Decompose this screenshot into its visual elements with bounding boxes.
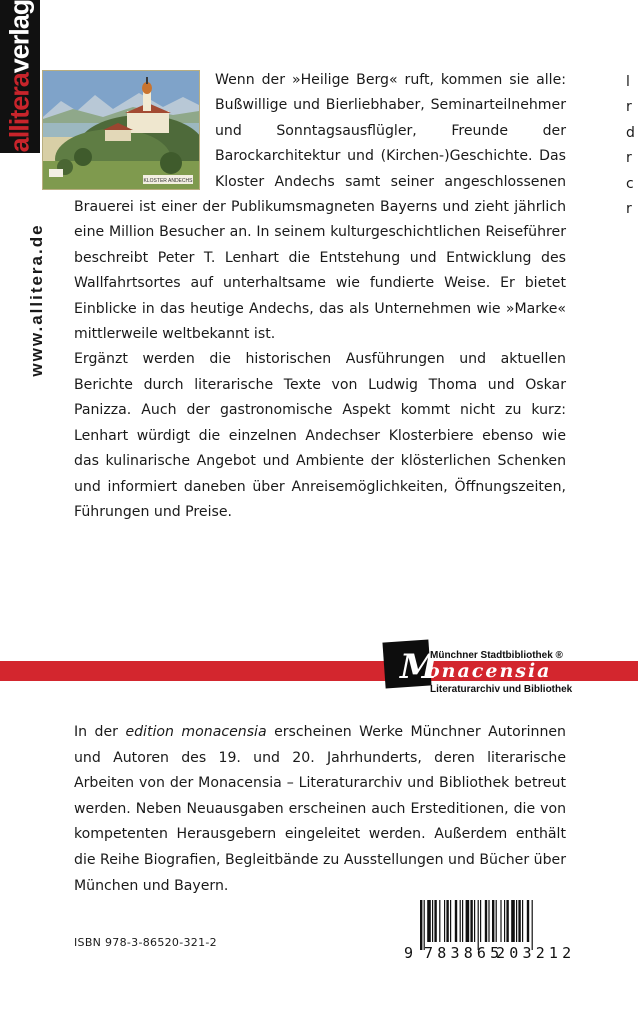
barcode-bar	[485, 900, 487, 942]
barcode-bar	[504, 900, 505, 942]
barcode-bar	[427, 900, 431, 942]
barcode-bar	[439, 900, 440, 942]
barcode-bars	[420, 900, 566, 950]
isbn: ISBN 978-3-86520-321-2	[74, 936, 217, 949]
barcode-bar	[480, 900, 481, 942]
publisher-logo	[0, 0, 40, 153]
barcode-left-digits: 783865	[424, 944, 504, 962]
edge-cutoff-letters: l r d r c r	[626, 74, 635, 218]
barcode-bar	[474, 900, 475, 942]
barcode-bar	[488, 900, 489, 942]
barcode-bar	[516, 900, 517, 942]
barcode-bar	[450, 900, 451, 942]
barcode	[404, 896, 576, 966]
barcode-bar	[500, 900, 501, 942]
blurb-paragraph-2: Ergänzt werden die historischen Ausführungen und aktuellen Berichte durch literarische Texte von Ludwig Thoma und Oskar Panizza. Auch der gastronomische Aspekt kommt nicht zu kurz: Lenhart würdigt die einzelnen Andechser Klosterbiere ebenso wie das kulinarische Angebot und Ambiente der klösterlichen Schenken und informiert daneben über Anreisemöglichkeiten, Öffnungszeiten, Führungen und Preise.	[74, 351, 566, 520]
barcode-bar	[444, 900, 445, 942]
monacensia-initial: M	[400, 647, 438, 687]
barcode-bar	[434, 900, 436, 942]
barcode-bar	[496, 900, 497, 942]
barcode-bar	[518, 900, 520, 942]
barcode-bar	[466, 900, 470, 942]
painting-caption: KLOSTER ANDECHS	[143, 178, 193, 184]
barcode-bar	[470, 900, 472, 942]
barcode-bar	[511, 900, 515, 942]
barcode-bar	[532, 900, 533, 950]
barcode-bar	[492, 900, 494, 942]
barcode-first-digit: 9	[404, 944, 414, 962]
blurb-text	[74, 68, 566, 525]
barcode-bar	[527, 900, 529, 942]
barcode-bar	[478, 900, 479, 950]
edition-description: In der edition monacensia erscheinen Werke Münchner Autorinnen und Autoren des 19. und 20. Jahrhunderts, deren literarische Arbeiten von der Monacensia – Literaturarchiv und Bibliothek betreut werden. Neben Neuausgaben erscheinen auch Ersteditionen, die von kompetenten Herausgebern eingeleitet werden. Außerdem enthält die Reihe Biografien, Begleitbände zu Ausstellungen und Bücher über München und Bayern.	[74, 724, 566, 894]
monacensia-sub-line: Literaturarchiv und Bibliothek	[430, 684, 573, 695]
series-name: edition monacensia	[125, 724, 267, 740]
publisher-logo-text: alliteraverlag	[4, 0, 35, 153]
barcode-bar	[506, 900, 508, 942]
barcode-bar	[522, 900, 523, 942]
monacensia-top-line: Münchner Stadtbibliothek ®	[430, 650, 563, 661]
barcode-right-digits: 203212	[496, 944, 576, 962]
publisher-website[interactable]: www.allitera.de	[27, 223, 46, 377]
barcode-bar	[432, 900, 433, 942]
barcode-bar	[446, 900, 448, 942]
barcode-bar	[420, 900, 422, 950]
monacensia-name: onacensia	[427, 660, 552, 682]
barcode-bar	[460, 900, 461, 942]
barcode-bar	[455, 900, 457, 942]
blurb-paragraph-1: Wenn der »Heilige Berg« ruft, kommen sie alle: Bußwillige und Bierliebhaber, Seminarteilnehmer und Sonntagsausflügler, Freunde der Barockarchitektur und (Kirchen-)Geschichte. Das Kloster Andechs samt seiner angeschlossenen Brauerei ist einer der Publikumsmagneten Bayerns und zieht jährlich eine Million Besucher an. In seinem kulturgeschichtlichen Reiseführer beschreibt Peter T. Lenhart die Entstehung und Entwicklung des Wallfahrtsortes auf unterhaltsame wie fundierte Weise. Er bietet Einblicke in das heutige Andechs, das als Unternehmen wie »Marke« mittlerweile weltbekannt ist.	[74, 72, 566, 343]
barcode-bar	[424, 900, 425, 950]
barcode-bar	[462, 900, 463, 942]
